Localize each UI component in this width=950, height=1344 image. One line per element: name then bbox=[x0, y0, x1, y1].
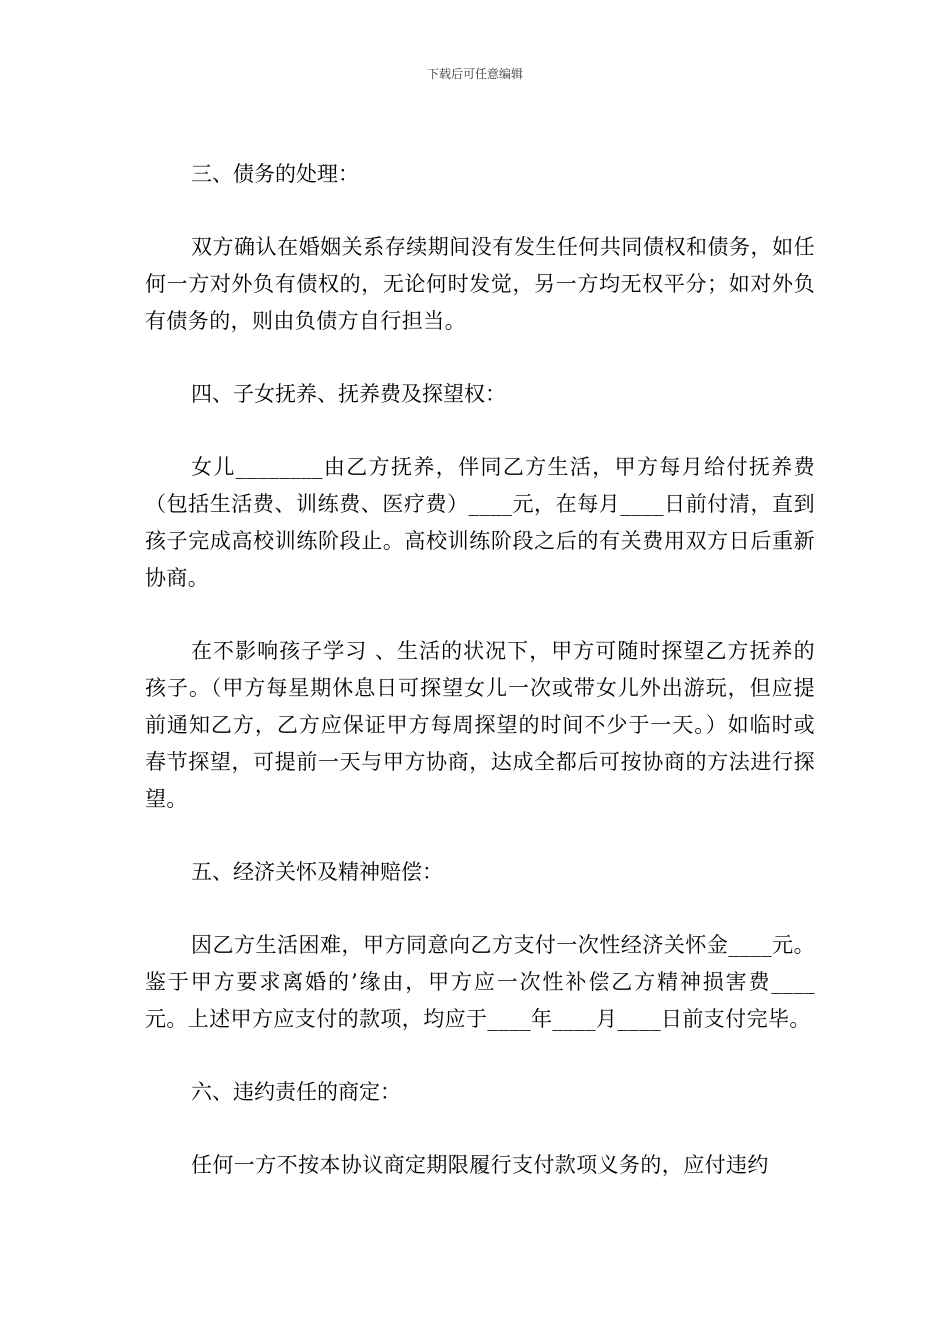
section-heading-debts: 三、债务的处理： bbox=[191, 162, 359, 186]
document-body bbox=[145, 156, 815, 1220]
page-header: 下载后可任意编辑 bbox=[426, 67, 523, 81]
section-heading-compensation: 五、经济关怀及精神赔偿： bbox=[191, 860, 443, 884]
paragraph-compensation: 因乙方生活困难，甲方同意向乙方支付一次性经济关怀金____元。鉴于甲方要求离婚的’缘由，甲方应一次性补偿乙方精神损害费____元。上述甲方应支付的款项，均应于____年____月____日前支付完毕。 bbox=[145, 933, 815, 1031]
paragraph-visitation: 在不影响孩子学习 、生活的状况下，甲方可随时探望乙方抚养的孩子。（甲方每星期休息日可探望女儿一次或带女儿外出游玩，但应提前通知乙方，乙方应保证甲方每周探望的时间不少于一天。）如临时或春节探望，可提前一天与甲方协商，达成全都后可按协商的方法进行探望。 bbox=[145, 639, 815, 811]
section-heading-child-support: 四、子女抚养、抚养费及探望权： bbox=[191, 382, 506, 406]
paragraph-child-custody: 女儿________由乙方抚养，伴同乙方生活，甲方每月给付抚养费（包括生活费、训练费、医疗费）____元，在每月____日前付清，直到孩子完成高校训练阶段止。高校训练阶段之后的有关费用双方日后重新协商。 bbox=[145, 455, 815, 590]
paragraph-breach: 任何一方不按本协议商定期限履行支付款项义务的，应付违约 bbox=[191, 1153, 769, 1177]
section-heading-breach: 六、违约责任的商定： bbox=[191, 1080, 401, 1104]
paragraph-debts: 双方确认在婚姻关系存续期间没有发生任何共同债权和债务，如任何一方对外负有债权的，无论何时发觉，另一方均无权平分；如对外负有债务的，则由负债方自行担当。 bbox=[145, 235, 815, 333]
